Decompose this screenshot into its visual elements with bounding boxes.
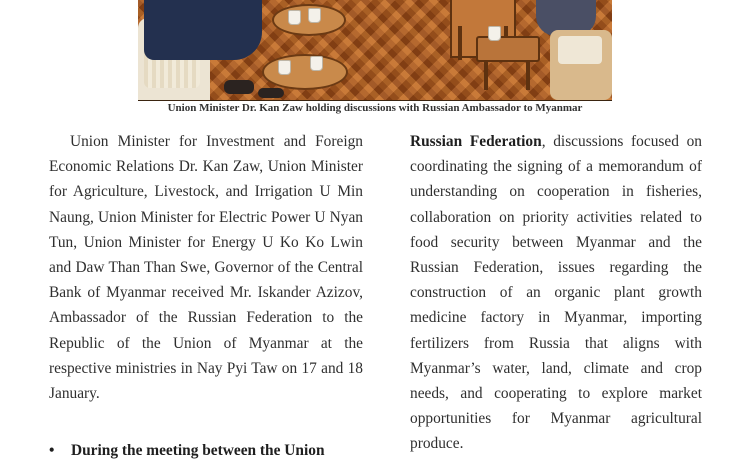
tea-cup — [488, 26, 501, 41]
seated-person-left — [144, 0, 262, 60]
tea-cup — [288, 10, 301, 25]
article-column-left — [49, 129, 363, 406]
article-column-right — [410, 129, 702, 457]
photo-caption: Union Minister Dr. Kan Zaw holding discussions with Russian Ambassador to Myanmar — [167, 102, 583, 114]
tea-cup — [278, 60, 291, 75]
shoes — [224, 80, 254, 94]
round-table-bottom — [262, 54, 348, 90]
bold-lead: Russian Federation — [410, 133, 542, 150]
tea-cup — [308, 8, 321, 23]
side-table — [476, 36, 540, 62]
article-paragraph-continued — [410, 129, 702, 457]
continued-text: , discussions focused on coordinating the signing of a memorandum of understanding on cooperation in fisheries, collaboration on priority activities related to food security between Myanmar and the Russian Federation, issues regarding the construction of an organic plant growth medicine factory in Myanmar, importing fertilizers from Russia that aligns with Myanmar’s water, land, climate and crop needs, and cooperating to explore market opportunities for Myanmar agricultural produce. — [410, 133, 702, 453]
article-paragraph: Union Minister for Investment and Foreign Economic Relations Dr. Kan Zaw, Union Minister for Agriculture, Livestock, and Irrigation U Min Naung, Union Minister for Electric Power U Nyan Tun, Union Minister for Energy U Ko Ko Lwin and Daw Than Than Swe, Governor of the Central Bank of Myanmar received Mr. Iskander Azizov, Ambassador of the Russian Federation to the Republic of the Union of Myanmar at the respective ministries in Nay Pyi Taw on 17 and 18 January. — [49, 133, 363, 403]
bullet-icon: • — [49, 442, 55, 459]
news-photo — [138, 0, 612, 101]
right-sofa — [550, 30, 612, 100]
tea-cup — [310, 56, 323, 71]
bullet-item — [49, 438, 363, 463]
bullet-lead-text: During the meeting between the Union — [71, 442, 325, 459]
shoes — [258, 88, 284, 98]
